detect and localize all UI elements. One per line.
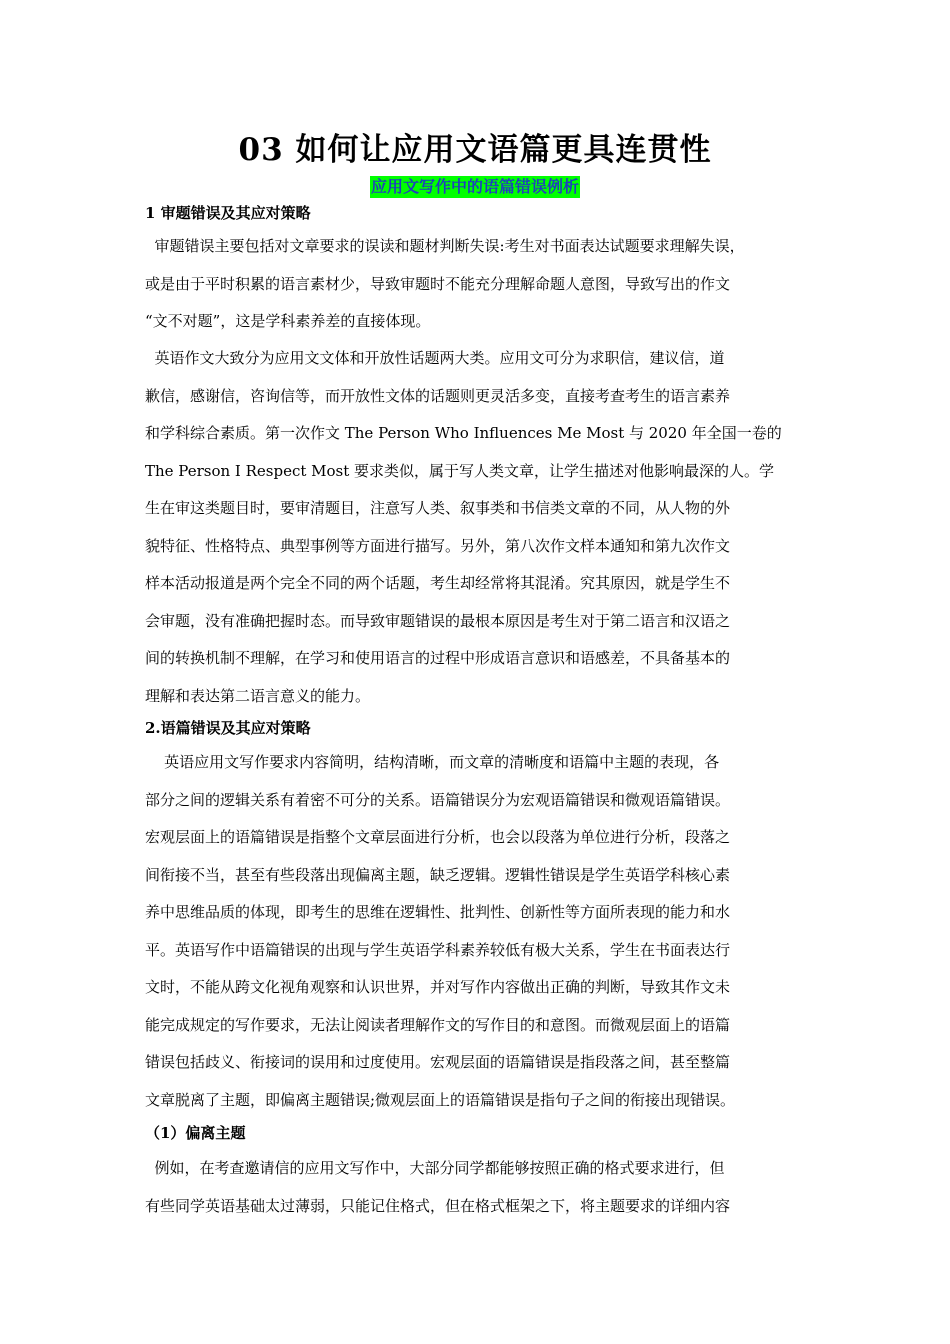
subtitle-container (0, 175, 950, 199)
document-title: 03 如何让应用文语篇更具连贯性 (238, 132, 712, 168)
text-line: 间的转换机制不理解，在学习和使用语言的过程中形成语言意识和语感差，不具备基本的 (145, 649, 731, 667)
section-heading-2: 2.语篇错误及其应对策略 (145, 719, 311, 737)
document-subtitle-highlight: 应用文写作中的语篇错误例析 (370, 177, 579, 196)
text-line: 例如，在考查邀请信的应用文写作中，大部分同学都能够按照正确的格式要求进行，但 (145, 1159, 725, 1177)
text-line: 理解和表达第二语言意义的能力。 (145, 686, 371, 705)
text-line: 或是由于平时积累的语言素材少，导致审题时不能充分理解命题人意图，导致写出的作文 (145, 274, 731, 293)
text-line: 能完成规定的写作要求，无法让阅读者理解作文的写作目的和意图。而微观层面上的语篇 (145, 1015, 731, 1034)
text-line: 间衔接不当，甚至有些段落出现偏离主题，缺乏逻辑。逻辑性错误是学生英语学科核心素 (145, 865, 731, 884)
section1-paragraph-1 (145, 228, 810, 341)
text-line: 宏观层面上的语篇错误是指整个文章层面进行分析，也会以段落为单位进行分析，段落之 (145, 828, 731, 846)
text-line: 英语作文大致分为应用文文体和开放性话题两大类。应用文可分为求职信，建议信，道 (145, 349, 725, 367)
section-heading-1: 1 审题错误及其应对策略 (145, 204, 311, 222)
text-line: 和学科综合素质。第一次作文 The Person Who Influences Me Most 与 2020 年全国一卷的 (145, 424, 782, 442)
text-line: 会审题，没有准确把握时态。而导致审题错误的最根本原因是考生对于第二语言和汉语之 (145, 611, 731, 630)
text-line: The Person I Respect Most 要求类似，属于写人类文章，让学生描述对他影响最深的人。学 (145, 461, 775, 480)
text-line: 有些同学英语基础太过薄弱，只能记住格式，但在格式框架之下，将主题要求的详细内容 (145, 1196, 731, 1215)
section1-paragraph-2 (145, 340, 810, 715)
section2-paragraph-1 (145, 744, 810, 1119)
text-line: “文不对题”，这是学科素养差的直接体现。 (145, 312, 431, 330)
text-line: 错误包括歧义、衔接词的误用和过度使用。宏观层面的语篇错误是指段落之间，甚至整篇 (145, 1053, 731, 1071)
text-line: 貌特征、性格特点、典型事例等方面进行描写。另外，第八次作文样本通知和第九次作文 (145, 536, 731, 555)
text-line: 部分之间的逻辑关系有着密不可分的关系。语篇错误分为宏观语篇错误和微观语篇错误。 (145, 790, 731, 809)
text-line: 文时，不能从跨文化视角观察和认识世界，并对写作内容做出正确的判断，导致其作文未 (145, 978, 731, 996)
text-line: 英语应用文写作要求内容简明，结构清晰，而文章的清晰度和语篇中主题的表现，各 (145, 753, 720, 771)
text-line: 平。英语写作中语篇错误的出现与学生英语学科素养较低有极大关系，学生在书面表达行 (145, 940, 731, 959)
text-line: 审题错误主要包括对文章要求的误读和题材判断失误:考生对书面表达试题要求理解失误， (145, 237, 745, 255)
text-line: 养中思维品质的体现，即考生的思维在逻辑性、批判性、创新性等方面所表现的能力和水 (145, 903, 731, 921)
text-line: 歉信，感谢信，咨询信等，而开放性文体的话题则更灵活多变，直接考查考生的语言素养 (145, 386, 731, 405)
section-heading-3: （1）偏离主题 (145, 1124, 246, 1142)
text-line: 文章脱离了主题，即偏离主题错误;微观层面上的语篇错误是指句子之间的衔接出现错误。 (145, 1090, 736, 1109)
text-line: 样本活动报道是两个完全不同的两个话题，考生却经常将其混淆。究其原因，就是学生不 (145, 574, 731, 592)
text-line: 生在审这类题目时，要审清题目，注意写人类、叙事类和书信类文章的不同，从人物的外 (145, 499, 731, 517)
section3-paragraph-1 (145, 1150, 810, 1225)
